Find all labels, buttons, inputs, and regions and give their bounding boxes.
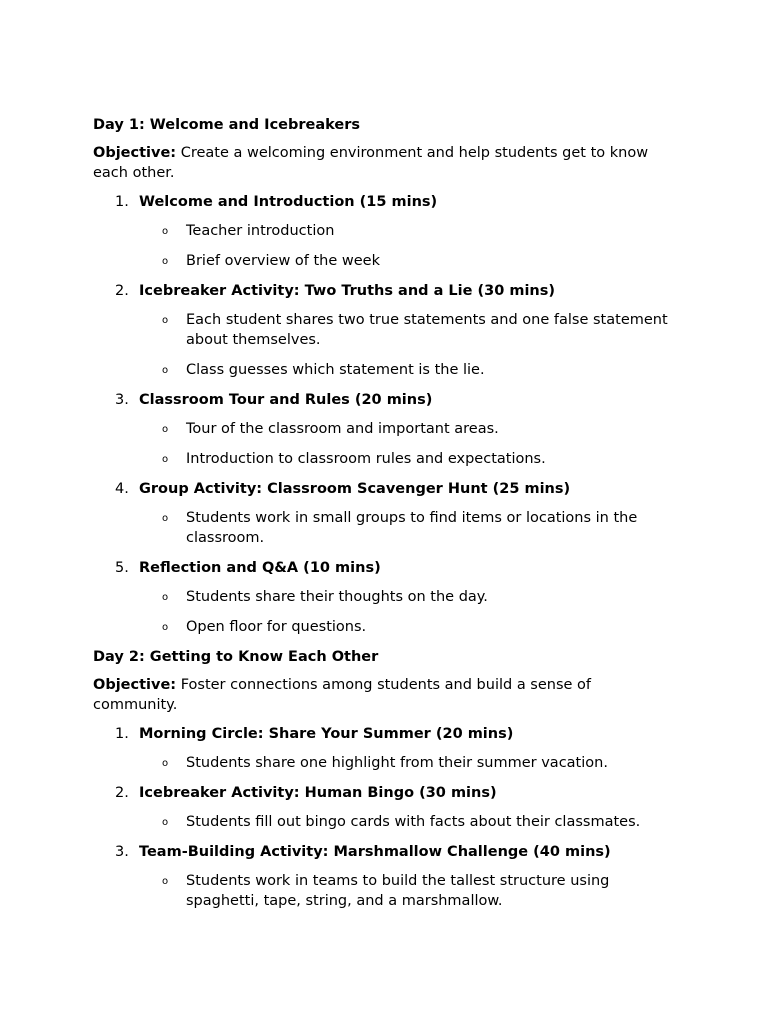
- bullet-item: [93, 310, 676, 350]
- activity-number: 1.: [115, 726, 129, 742]
- bullet-circle-icon: o: [162, 592, 169, 603]
- activity-item: [93, 724, 678, 744]
- activity-item: [93, 390, 678, 410]
- bullet-item: [93, 449, 676, 469]
- bullet-text: Tour of the classroom and important areas.: [186, 421, 499, 437]
- bullet-circle-icon: o: [162, 424, 169, 435]
- activity-title: Morning Circle: Share Your Summer (20 mins): [139, 726, 514, 742]
- bullet-circle-icon: o: [162, 256, 169, 267]
- bullet-text: Each student shares two true statements and one false statement about themselves.: [186, 312, 668, 348]
- bullet-circle-icon: o: [162, 454, 169, 465]
- activity-number: 2.: [115, 283, 129, 299]
- bullet-circle-icon: o: [162, 513, 169, 524]
- objective: [93, 675, 653, 715]
- day-heading: Day 1: Welcome and Icebreakers: [93, 117, 361, 133]
- bullet-text: Students share their thoughts on the day.: [186, 589, 488, 605]
- activity-item: [93, 842, 678, 862]
- bullet-item: [93, 221, 676, 241]
- objective-text: Foster connections among students and build a sense of community.: [93, 677, 592, 713]
- bullet-circle-icon: o: [162, 758, 169, 769]
- bullet-item: [93, 251, 676, 271]
- bullet-item: [93, 753, 676, 773]
- activity-title: Icebreaker Activity: Two Truths and a Lie (30 mins): [139, 283, 556, 299]
- bullet-item: [93, 617, 676, 637]
- bullet-circle-icon: o: [162, 226, 169, 237]
- activity-title: Group Activity: Classroom Scavenger Hunt (25 mins): [139, 481, 571, 497]
- activity-title: Classroom Tour and Rules (20 mins): [139, 392, 433, 408]
- activity-item: [93, 192, 678, 212]
- bullet-item: [93, 871, 676, 911]
- bullet-item: [93, 587, 676, 607]
- objective-label: Objective:: [93, 677, 177, 693]
- bullet-circle-icon: o: [162, 876, 169, 887]
- activity-number: 3.: [115, 392, 129, 408]
- day-section: [93, 647, 678, 911]
- bullet-item: [93, 419, 676, 439]
- bullet-text: Class guesses which statement is the lie.: [186, 362, 485, 378]
- bullet-text: Students fill out bingo cards with facts about their classmates.: [186, 814, 641, 830]
- bullet-circle-icon: o: [162, 622, 169, 633]
- objective-label: Objective:: [93, 145, 177, 161]
- activity-title: Reflection and Q&A (10 mins): [139, 560, 381, 576]
- bullet-circle-icon: o: [162, 365, 169, 376]
- activity-number: 5.: [115, 560, 129, 576]
- objective-text: Create a welcoming environment and help students get to know each other.: [93, 145, 649, 181]
- bullet-item: [93, 812, 676, 832]
- activity-title: Team-Building Activity: Marshmallow Challenge (40 mins): [139, 844, 611, 860]
- bullet-text: Teacher introduction: [186, 223, 335, 239]
- activity-number: 2.: [115, 785, 129, 801]
- activity-number: 4.: [115, 481, 129, 497]
- activity-item: [93, 558, 678, 578]
- bullet-text: Open floor for questions.: [186, 619, 367, 635]
- activity-title: Icebreaker Activity: Human Bingo (30 mins): [139, 785, 497, 801]
- day-heading: Day 2: Getting to Know Each Other: [93, 649, 379, 665]
- bullet-text: Introduction to classroom rules and expectations.: [186, 451, 546, 467]
- day-section: [93, 115, 678, 637]
- activity-item: [93, 783, 678, 803]
- objective: [93, 143, 653, 183]
- activity-item: [93, 281, 678, 301]
- bullet-text: Students work in teams to build the tallest structure using spaghetti, tape, string, and a marshmallow.: [186, 873, 610, 909]
- activity-number: 1.: [115, 194, 129, 210]
- bullet-text: Students work in small groups to find items or locations in the classroom.: [186, 510, 638, 546]
- bullet-text: Students share one highlight from their summer vacation.: [186, 755, 608, 771]
- bullet-circle-icon: o: [162, 817, 169, 828]
- bullet-text: Brief overview of the week: [186, 253, 380, 269]
- activity-title: Welcome and Introduction (15 mins): [139, 194, 438, 210]
- activity-item: [93, 479, 678, 499]
- bullet-item: [93, 360, 676, 380]
- activity-number: 3.: [115, 844, 129, 860]
- bullet-circle-icon: o: [162, 315, 169, 326]
- bullet-item: [93, 508, 676, 548]
